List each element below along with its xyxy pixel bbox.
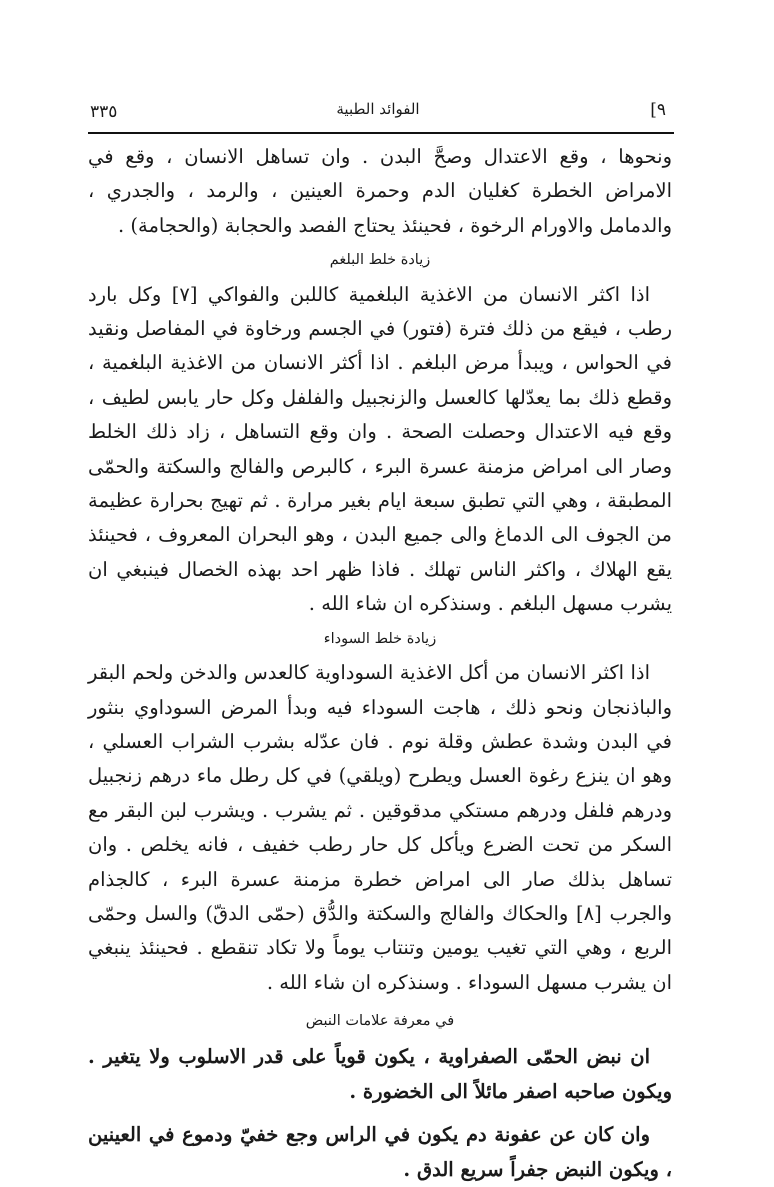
closing-paragraph: وان كان عن عفونة دم يكون في الراس وجع خفيّ ودموع في العينين ، ويكون النبض جفراً سريع الدق . bbox=[88, 1122, 672, 1181]
paragraph-continuation: ونحوها ، وقع الاعتدال وصحَّ البدن . وان تساهل الانسان ، وقع في الامراض الخطرة كغليان الدم وحمرة العينين ، والرمد ، والجدري ، والدمامل والاورام الرخوة ، فحينئذ يحتاج الفصد والحجابة (والحجامة) . bbox=[88, 145, 672, 237]
section-title-pulse: في معرفة علامات النبض bbox=[305, 1013, 455, 1030]
running-title: الفوائد الطبية bbox=[336, 100, 420, 118]
section-body-phlegm: اذا اكثر الانسان من الاغذية البلغمية كاللبن والفواكي [٧] وكل بارد رطب ، فيقع من ذلك فترة (فتور) في الجسم ورخاوة في المفاصل ونقيد في الحواس ، ويبدأ مرض البلغم . اذا أكثر الانسان من الاغذية البلغمية ، وقطع ذلك بما يعدّلها كالعسل والزنجبيل والفلفل وكل حار يابس لطيف ، وقع فيه الاعتدال وحصلت الصحة . وان وقع التساهل ، زاد ذلك الخلط وصار الى امراض مزمنة عسرة البرء ، كالبرص والفالج والسكتة والحمّى المطبقة ، وهي التي تطبق سبعة ايام بغير مرارة . ثم تهيج بحرارة عظيمة من الجوف الى الدماغ والى جميع البدن ، وهو البحران المعروف ، فحينئذ يقع الهلاك ، واكثر الناس تهلك . فاذا ظهر احد بهذه الخصال فينبغي ان يشرب مسهل البلغم . وسنذكره ان شاء الله . bbox=[88, 282, 672, 616]
page-number: ٣٣٥ bbox=[90, 102, 118, 122]
body-text bbox=[88, 140, 672, 1187]
header-rule bbox=[88, 132, 674, 134]
section-body-pulse: ان نبض الحمّى الصفراوية ، يكون قوياً على قدر الاسلوب ولا يتغير . ويكون صاحبه اصفر مائلاً الى الخضورة . bbox=[88, 1044, 672, 1103]
page-header bbox=[90, 96, 666, 130]
section-title-black-bile: زيادة خلط السوداء bbox=[323, 630, 437, 647]
chapter-marker: [٩ bbox=[650, 100, 666, 120]
section-title-phlegm: زيادة خلط البلغم bbox=[329, 252, 431, 269]
section-body-black-bile: اذا اكثر الانسان من أكل الاغذية السوداوية كالعدس والدخن ولحم البقر والباذنجان ونحو ذلك ، هاجت السوداء فيه وبدأ المرض السوداوي بنثور في البدن وشدة عطش وقلة نوم . فان عدّله بشرب الشراب العسلي ، وهو ان ينزع رغوة العسل ويطرح (ويلقي) في كل رطل ماء درهم زنجبيل ودرهم فلفل ودرهم مستكي مدقوقين . ثم يشرب . ويشرب لبن البقر مع السكر من تحت الضرع ويأكل كل حار رطب خفيف ، فانه يخلص . وان تساهل بذلك صار الى امراض خطرة مزمنة عسرة البرء ، كالجذام والجرب [٨] والحكاك والفالج والسكتة والدُّق (حمّى الدقّ) والسل وحمّى الربع ، وهي التي تغيب يومين وتنتاب يوماً ولا تكاد تنقطع . فحينئذ ينبغي ان يشرب مسهل السوداء . وسنذكره ان شاء الله . bbox=[88, 661, 672, 994]
